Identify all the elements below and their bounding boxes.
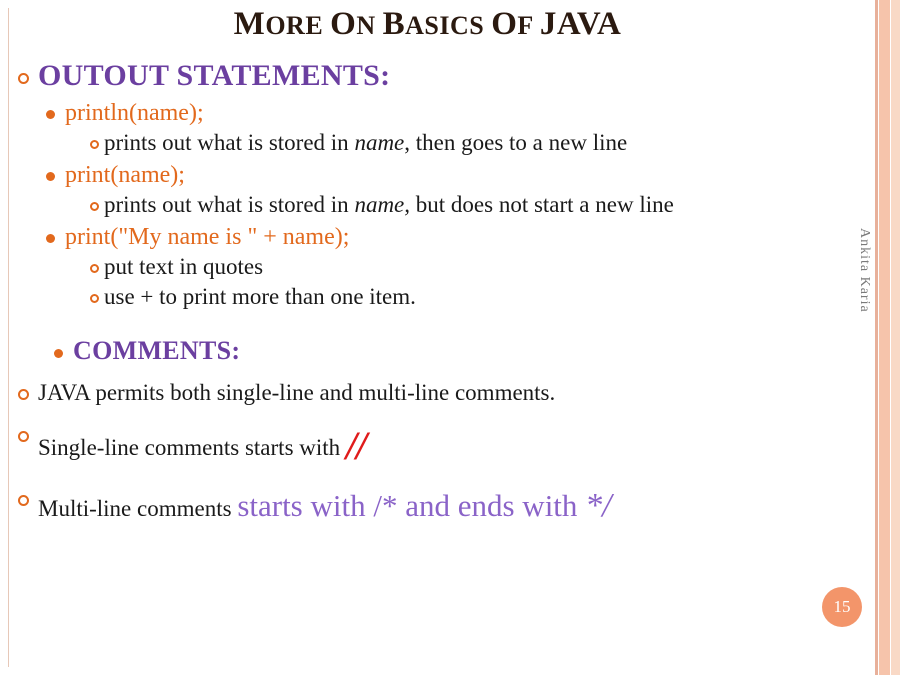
decorative-band-inner bbox=[875, 0, 878, 675]
title-o: O bbox=[330, 6, 357, 42]
list-item-label: put text in quotes bbox=[104, 253, 264, 279]
list-item bbox=[90, 191, 848, 220]
title-java: JAVA bbox=[539, 6, 622, 42]
list-item bbox=[46, 160, 848, 190]
ring-bullet-icon bbox=[18, 73, 29, 84]
subitem-pre: prints out what is stored in bbox=[104, 191, 355, 217]
list-item-label bbox=[104, 191, 674, 220]
subitem-emphasis: name, bbox=[354, 191, 411, 217]
comment-line-1 bbox=[18, 378, 848, 408]
ring-bullet-icon bbox=[90, 202, 99, 211]
subitem-post: but does not start a new line bbox=[410, 191, 674, 217]
section-heading-comments bbox=[54, 336, 848, 366]
slide-body bbox=[18, 58, 848, 528]
section-heading-label: OUTOUT STATEMENTS: bbox=[38, 59, 391, 92]
comment-line-2 bbox=[18, 420, 848, 472]
title-m: M bbox=[233, 6, 266, 42]
subitem-post: , then goes to a new line bbox=[404, 130, 628, 155]
single-line-comment-marker: // bbox=[345, 422, 367, 468]
ring-bullet-icon bbox=[90, 140, 99, 149]
title-b: B bbox=[382, 6, 406, 42]
decorative-band-middle bbox=[879, 0, 890, 675]
author-sidebar-label: Ankita Karia bbox=[857, 228, 872, 313]
ring-bullet-icon bbox=[18, 495, 29, 506]
list-item-label: use + to print more than one item. bbox=[104, 284, 416, 310]
list-item-label: println(name); bbox=[65, 100, 204, 126]
ring-bullet-icon bbox=[18, 431, 29, 442]
list-item bbox=[90, 253, 848, 282]
decorative-band-outer bbox=[891, 0, 900, 675]
multi-line-comment-text: starts with /* and ends with bbox=[237, 487, 586, 523]
dot-bullet-icon bbox=[46, 172, 55, 181]
list-item-label: print(name); bbox=[65, 161, 185, 188]
title-n: N bbox=[356, 11, 383, 40]
ring-bullet-icon bbox=[18, 389, 29, 400]
list-item bbox=[46, 98, 848, 128]
comment-line-3 bbox=[18, 484, 848, 528]
title-ore: ORE bbox=[265, 11, 331, 40]
subitem-emphasis: name bbox=[354, 130, 405, 155]
list-item bbox=[90, 129, 848, 158]
list-item bbox=[46, 222, 848, 252]
title-f: F bbox=[517, 11, 540, 40]
dot-bullet-icon bbox=[46, 234, 55, 243]
ring-bullet-icon bbox=[90, 264, 99, 273]
comment-line-2-pre: Single-line comments starts with bbox=[38, 434, 346, 460]
list-item-label bbox=[104, 129, 627, 158]
title-asics: ASICS bbox=[405, 11, 492, 40]
ring-bullet-icon bbox=[90, 294, 99, 303]
dot-bullet-icon bbox=[46, 110, 55, 119]
dot-bullet-icon bbox=[54, 349, 63, 358]
comment-line-1-label: JAVA permits both single-line and multi-line comments. bbox=[38, 380, 556, 405]
left-border-rule bbox=[8, 8, 9, 667]
comment-line-3-label bbox=[38, 484, 612, 528]
comments-heading-label: COMMENTS: bbox=[73, 336, 241, 365]
multi-line-comment-marker: */ bbox=[585, 486, 612, 524]
list-item bbox=[90, 283, 848, 312]
subitem-pre: prints out what is stored in bbox=[104, 130, 355, 155]
comment-line-2-label bbox=[38, 420, 366, 472]
title-of-o: O bbox=[491, 6, 518, 42]
page-number-badge: 15 bbox=[822, 587, 862, 627]
section-heading-output-statements bbox=[18, 58, 848, 94]
list-item-label: print("My name is " + name); bbox=[65, 223, 350, 250]
comment-line-3-pre: Multi-line comments bbox=[38, 495, 238, 521]
slide-title bbox=[0, 6, 855, 43]
